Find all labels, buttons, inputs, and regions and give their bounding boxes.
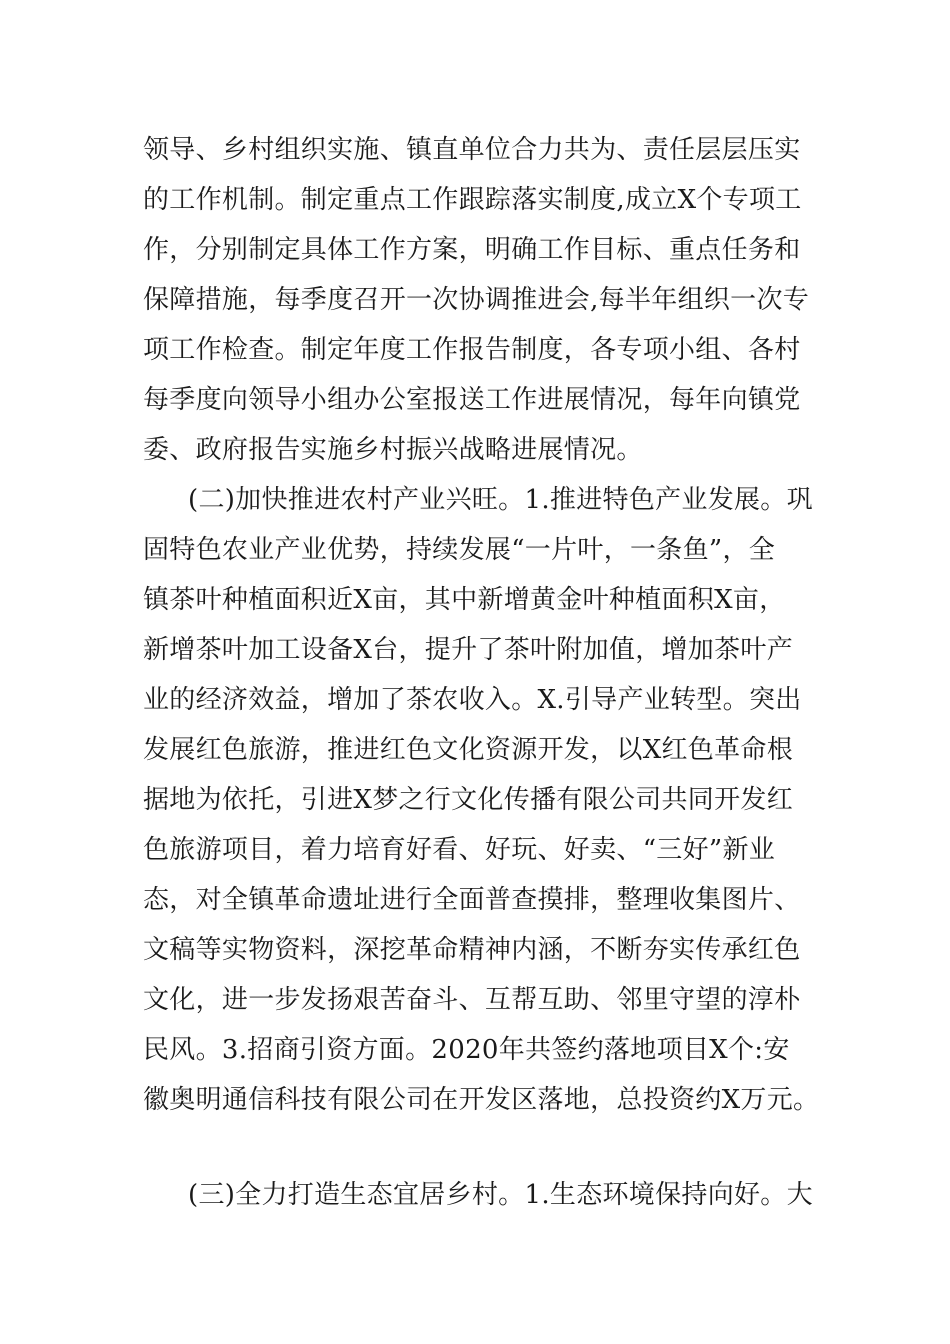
section-heading-line: (二)加快推进农村产业兴旺。1.推进特色产业发展。巩 [188, 485, 813, 515]
text-line: 镇茶叶种植面积近X亩，其中新增黄金叶种植面积X亩， [143, 585, 786, 615]
text-line: 项工作检查。制定年度工作报告制度，各专项小组、各村 [143, 335, 801, 365]
text-line: 态，对全镇革命遗址进行全面普查摸排，整理收集图片、 [143, 885, 801, 915]
text-line: 新增茶叶加工设备X台，提升了茶叶附加值，增加茶叶产 [143, 635, 794, 665]
section-heading-line: (三)全力打造生态宜居乡村。1.生态环境保持向好。大 [188, 1180, 813, 1210]
text-line: 作，分别制定具体工作方案，明确工作目标、重点任务和 [143, 235, 801, 265]
text-line: 领导、乡村组织实施、镇直单位合力共为、责任层层压实 [143, 135, 801, 165]
text-line: 色旅游项目，着力培育好看、好玩、好卖、“三好”新业 [143, 835, 776, 865]
text-line: 委、政府报告实施乡村振兴战略进展情况。 [143, 435, 643, 465]
text-line: 文化，进一步发扬艰苦奋斗、互帮互助、邻里守望的淳朴 [143, 985, 801, 1015]
text-line: 据地为依托，引进X梦之行文化传播有限公司共同开发红 [143, 785, 794, 815]
text-line: 业的经济效益，增加了茶农收入。X.引导产业转型。突出 [143, 685, 802, 715]
text-line: 发展红色旅游，推进红色文化资源开发，以X红色革命根 [143, 735, 794, 765]
text-line: 民风。3.招商引资方面。2020年共签约落地项目X个:安 [143, 1035, 790, 1065]
text-line: 固特色农业产业优势，持续发展“一片叶，一条鱼”，全 [143, 535, 776, 565]
text-line: 徽奥明通信科技有限公司在开发区落地，总投资约X万元。 [143, 1085, 820, 1115]
text-line: 保障措施，每季度召开一次协调推进会,每半年组织一次专 [143, 285, 810, 315]
text-line: 文稿等实物资料，深挖革命精神内涵，不断夯实传承红色 [143, 935, 801, 965]
text-line: 的工作机制。制定重点工作跟踪落实制度,成立X个专项工 [143, 185, 802, 215]
text-line: 每季度向领导小组办公室报送工作进展情况，每年向镇党 [143, 385, 801, 415]
